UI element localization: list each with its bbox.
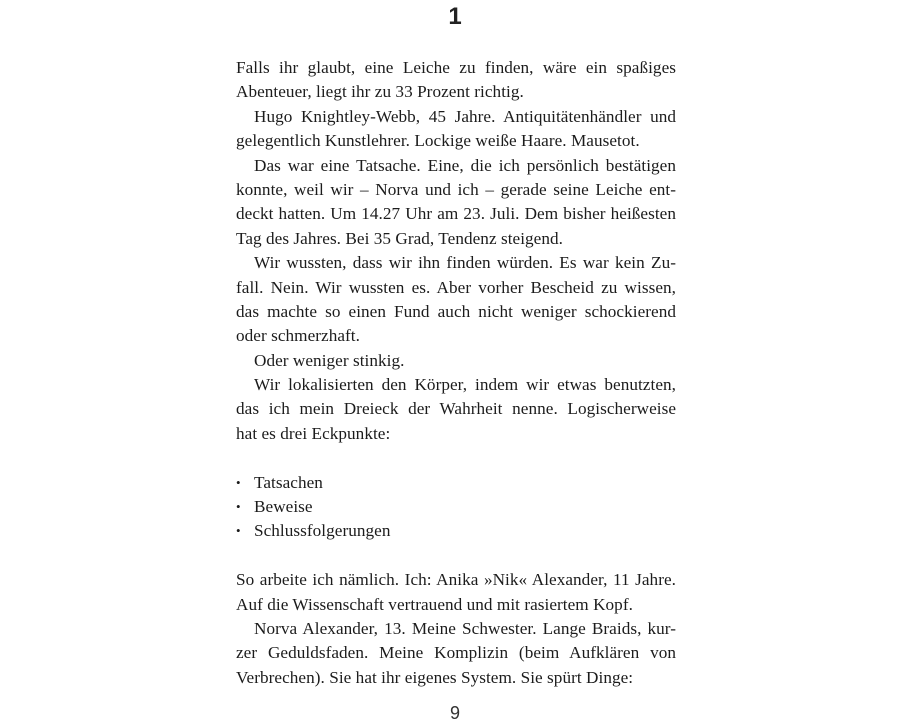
- paragraph-line: hat es drei Eckpunkte:: [236, 423, 391, 443]
- paragraph-line: Oder weniger stinkig.: [254, 350, 405, 370]
- paragraph-line: Falls ihr glaubt, eine Leiche zu finden, wäre ein spaßiges: [236, 58, 676, 77]
- list-item-text: Tatsachen: [254, 472, 323, 492]
- bullet-marker: •: [236, 474, 241, 490]
- paragraph-line: Wir lokalisierten den Körper, indem wir etwas benutzten,: [254, 375, 676, 395]
- blank-line: [236, 544, 676, 568]
- bullet-list: [236, 471, 676, 544]
- body-text: [236, 56, 676, 690]
- list-item: [236, 519, 676, 543]
- bullet-marker: •: [236, 523, 241, 539]
- paragraph-line: konnte, weil wir – Norva und ich – gerade seine Leiche ent-: [236, 179, 676, 199]
- paragraph-line: fall. Nein. Wir wussten es. Aber vorher Bescheid zu wissen,: [236, 277, 676, 297]
- paragraph-line: Norva Alexander, 13. Meine Schwester. Lange Braids, kur-: [254, 618, 676, 638]
- paragraph-line: Tag des Jahres. Bei 35 Grad, Tendenz steigend.: [236, 228, 563, 248]
- paragraph-line: zer Geduldsfaden. Meine Komplizin (beim Aufklären von: [236, 643, 676, 663]
- paragraph-line: Verbrechen). Sie hat ihr eigenes System. Sie spürt Dinge:: [236, 667, 634, 687]
- paragraph-line: Abenteuer, liegt ihr zu 33 Prozent richtig.: [236, 82, 524, 102]
- paragraph-line: gelegentlich Kunstlehrer. Lockige weiße Haare. Mausetot.: [236, 131, 640, 151]
- paragraph-line: Wir wussten, dass wir ihn finden würden. Es war kein Zu-: [254, 253, 676, 273]
- bullet-marker: •: [236, 499, 241, 515]
- list-item-text: Schlussfolgerungen: [254, 521, 391, 541]
- list-item: [236, 471, 676, 495]
- paragraph-line: das ich mein Dreieck der Wahrheit nenne. Logischerweise: [236, 399, 676, 419]
- chapter-number: 1: [448, 3, 462, 30]
- page-number: 9: [449, 703, 460, 723]
- paragraph-line: Das war eine Tatsache. Eine, die ich persönlich bestätigen: [254, 155, 676, 175]
- paragraph-line: Auf die Wissenschaft vertrauend und mit rasiertem Kopf.: [236, 594, 633, 614]
- paragraph-line: So arbeite ich nämlich. Ich: Anika »Nik« Alexander, 11 Jahre.: [236, 570, 676, 590]
- blank-line: [236, 446, 676, 470]
- list-item-text: Beweise: [254, 497, 313, 517]
- paragraph-line: oder schmerzhaft.: [236, 326, 360, 346]
- paragraph-line: Hugo Knightley-Webb, 45 Jahre. Antiquitätenhändler und: [254, 106, 676, 126]
- paragraph-line: deckt hatten. Um 14.27 Uhr am 23. Juli. Dem bisher heißesten: [236, 204, 676, 224]
- list-item: [236, 495, 676, 519]
- paragraph-line: das machte so einen Fund auch nicht weniger schockierend: [236, 301, 676, 321]
